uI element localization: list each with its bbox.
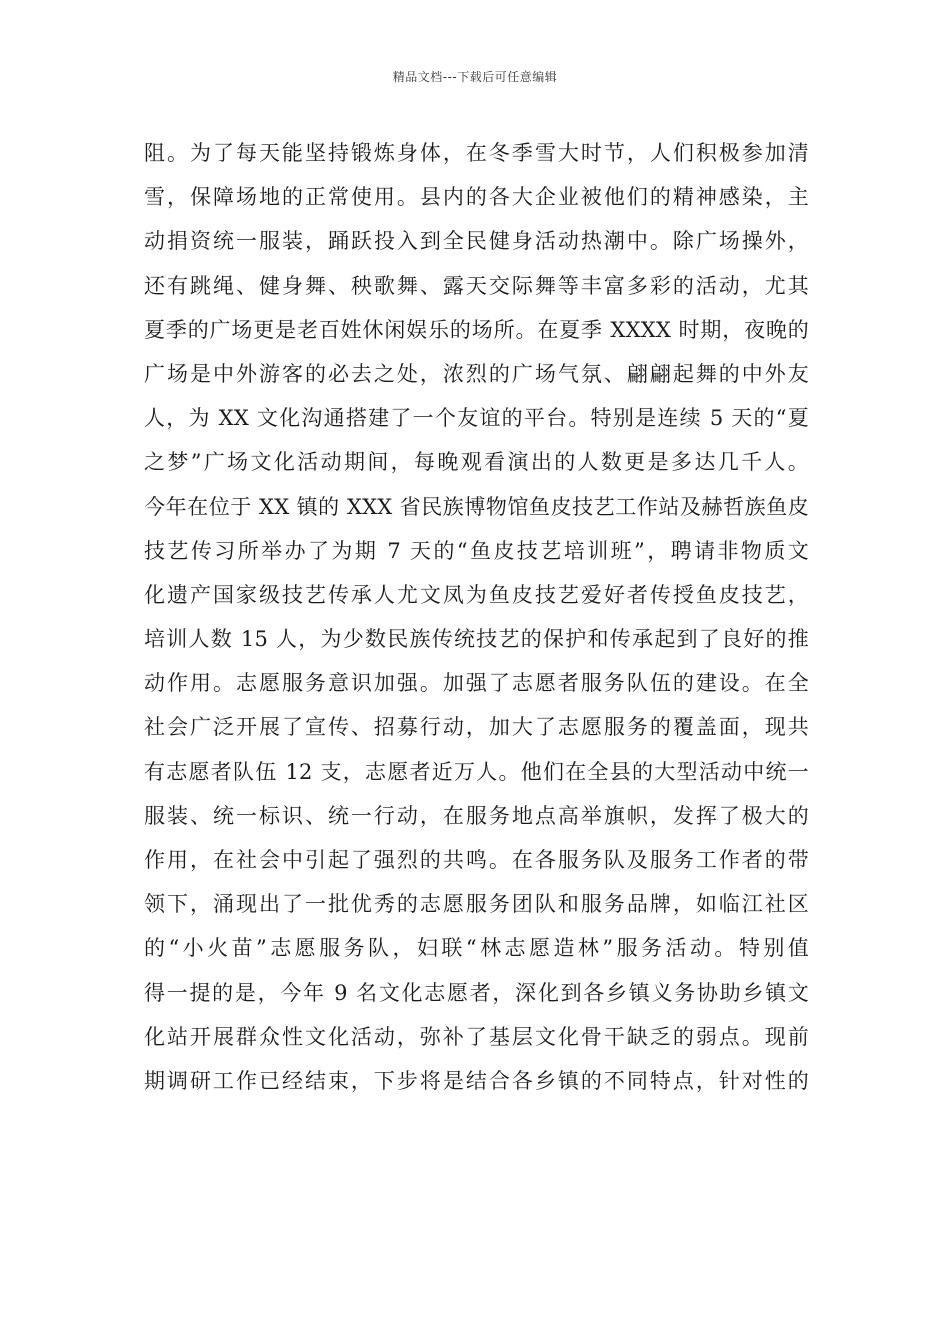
text-line: 的“小火苗”志愿服务队，妇联“林志愿造林”服务活动。特别值: [144, 936, 809, 961]
text-line: 阻。为了每天能坚持锻炼身体，在冬季雪大时节，人们积极参加清: [144, 141, 809, 165]
text-line: 雪，保障场地的正常使用。县内的各大企业被他们的精神感染，主: [144, 185, 809, 210]
text-line: 培训人数 15 人，为少数民族传统技艺的保护和传承起到了良好的推: [144, 627, 809, 652]
text-line: 化遗产国家级技艺传承人尤文凤为鱼皮技艺爱好者传授鱼皮技艺，: [144, 582, 809, 607]
text-line: 夏季的广场更是老百姓休闲娱乐的场所。在夏季 XXXX 时期，夜晚的: [144, 317, 809, 342]
text-line: 有志愿者队伍 12 支，志愿者近万人。他们在全县的大型活动中统一: [144, 759, 809, 784]
text-line: 今年在位于 XX 镇的 XXX 省民族博物馆鱼皮技艺工作站及赫哲族鱼皮: [144, 494, 809, 519]
text-line: 化站开展群众性文化活动，弥补了基层文化骨干缺乏的弱点。现前: [144, 1024, 809, 1049]
text-line: 作用，在社会中引起了强烈的共鸣。在各服务队及服务工作者的带: [144, 848, 809, 872]
text-line: 广场是中外游客的必去之处，浓烈的广场气氛、翩翩起舞的中外友: [144, 361, 809, 386]
text-line: 动捐资统一服装，踊跃投入到全民健身活动热潮中。除广场操外，: [144, 229, 809, 254]
text-line: 社会广泛开展了宣传、招募行动，加大了志愿服务的覆盖面，现共: [144, 715, 809, 740]
body-text: [144, 131, 809, 1103]
page-header: 精品文档---下载后可任意编辑: [392, 70, 558, 84]
text-line: 技艺传习所举办了为期 7 天的“鱼皮技艺培训班”，聘请非物质文: [144, 538, 809, 563]
text-line: 期调研工作已经结束，下步将是结合各乡镇的不同特点，针对性的: [144, 1068, 809, 1093]
text-line: 之梦”广场文化活动期间，每晚观看演出的人数更是多达几千人。: [144, 450, 809, 475]
text-line: 服装、统一标识、统一行动，在服务地点高举旗帜，发挥了极大的: [144, 803, 809, 828]
text-line: 动作用。志愿服务意识加强。加强了志愿者服务队伍的建设。在全: [144, 671, 809, 696]
text-line: 还有跳绳、健身舞、秧歌舞、露天交际舞等丰富多彩的活动，尤其: [144, 273, 809, 298]
text-line: 得一提的是，今年 9 名文化志愿者，深化到各乡镇义务协助乡镇文: [144, 980, 809, 1005]
text-line: 人，为 XX 文化沟通搭建了一个友谊的平台。特别是连续 5 天的“夏: [144, 406, 809, 431]
text-line: 领下，涌现出了一批优秀的志愿服务团队和服务品牌，如临江社区: [144, 892, 809, 917]
